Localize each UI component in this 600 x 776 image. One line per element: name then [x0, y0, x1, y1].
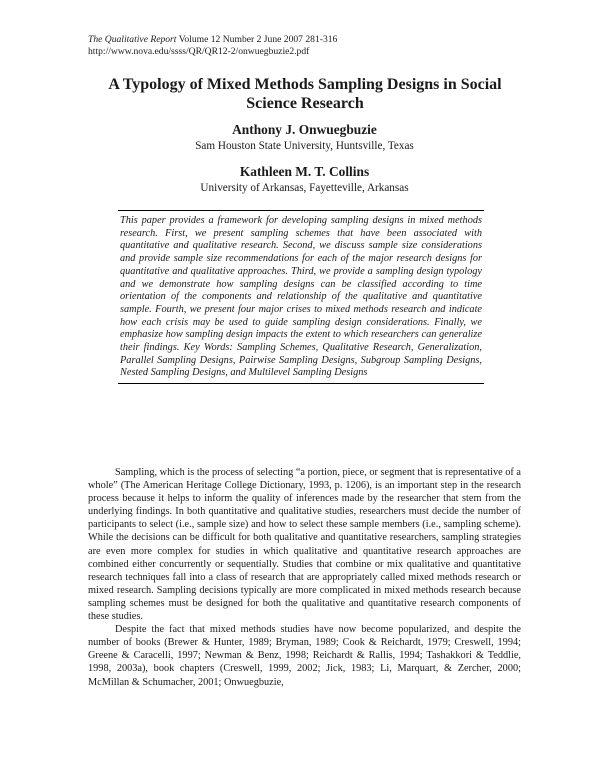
volume-citation: Volume 12 Number 2 June 2007 281-316 [176, 34, 338, 45]
abstract-box [118, 210, 484, 384]
body-paragraph-2: Despite the fact that mixed methods studies have now become popularized, and despite the number of books (Brewer & Hunter, 1989; Bryman, 1989; Cook & Reichardt, 1979; Creswell, 1994; Greene & Caracelli, 1997; Newman & Benz, 1998; Reichardt & Rallis, 1994; Tashakkori & Teddlie, 1998, 2003a), book chapters (Creswell, 1999, 2002; Jick, 1983; Li, Marquart, & Zercher, 2000; McMillan & Schumacher, 2001; Onwuegbuzie, [88, 624, 521, 688]
citation-line [88, 34, 337, 46]
paper-title: A Typology of Mixed Methods Sampling Designs in Social Science Research [108, 76, 502, 112]
abstract-text: This paper provides a framework for developing sampling designs in mixed methods research. First, we present sampling schemes that have been associated with quantitative and qualitative research. Second, we discuss sample size considerations and provide sample size recommendations for each of the major research designs for quantitative and qualitative approaches. Third, we provide a sampling design typology and we demonstrate how sampling designs can be classified according to time orientation of the components and relationship of the qualitative and quantitative sample. Fourth, we present four major crises to mixed methods research and indicate how each crisis may be used to guide sampling design considerations. Finally, we emphasize how sampling design impacts the extent to which researchers can generalize their findings. Key Words: Sampling Schemes, Qualitative Research, Generalization, Parallel Sampling Designs, Pairwise Sampling Designs, Subgroup Sampling Designs, Nested Sampling Designs, and Multilevel Sampling Designs [120, 215, 482, 379]
journal-name: The Qualitative Report [88, 34, 177, 45]
running-header [88, 34, 337, 58]
author-block-2 [88, 164, 521, 195]
author-name: Kathleen M. T. Collins [239, 164, 370, 179]
body-paragraph-1: Sampling, which is the process of selecting “a portion, piece, or segment that is representative of a whole” (The American Heritage College Dictionary, 1993, p. 1206), is an important step in the research process because it helps to inform the quality of inferences made by the researcher that stem from the underlying findings. In both quantitative and qualitative studies, researchers must decide the number of participants to select (i.e., sample size) and how to select these sample members (i.e., sampling scheme). While the decisions can be difficult for both qualitative and quantitative researchers, sampling strategies are even more complex for studies in which qualitative and quantitative research approaches are combined either concurrently or sequentially. Studies that combine or mix qualitative and quantitative research techniques fall into a class of research that are appropriately called mixed methods research or mixed research. Sampling decisions typically are more complicated in mixed methods research because sampling schemes must be designed for both the qualitative and quantitative research components of these studies. [88, 467, 521, 623]
article-url: http://www.nova.edu/ssss/QR/QR12-2/onwuegbuzie2.pdf [88, 46, 310, 57]
author-affiliation: University of Arkansas, Fayetteville, Arkansas [200, 182, 409, 194]
author-affiliation: Sam Houston State University, Huntsville, Texas [195, 140, 414, 152]
author-block-1 [88, 122, 521, 153]
body-text [88, 466, 521, 689]
author-name: Anthony J. Onwuegbuzie [232, 122, 377, 137]
